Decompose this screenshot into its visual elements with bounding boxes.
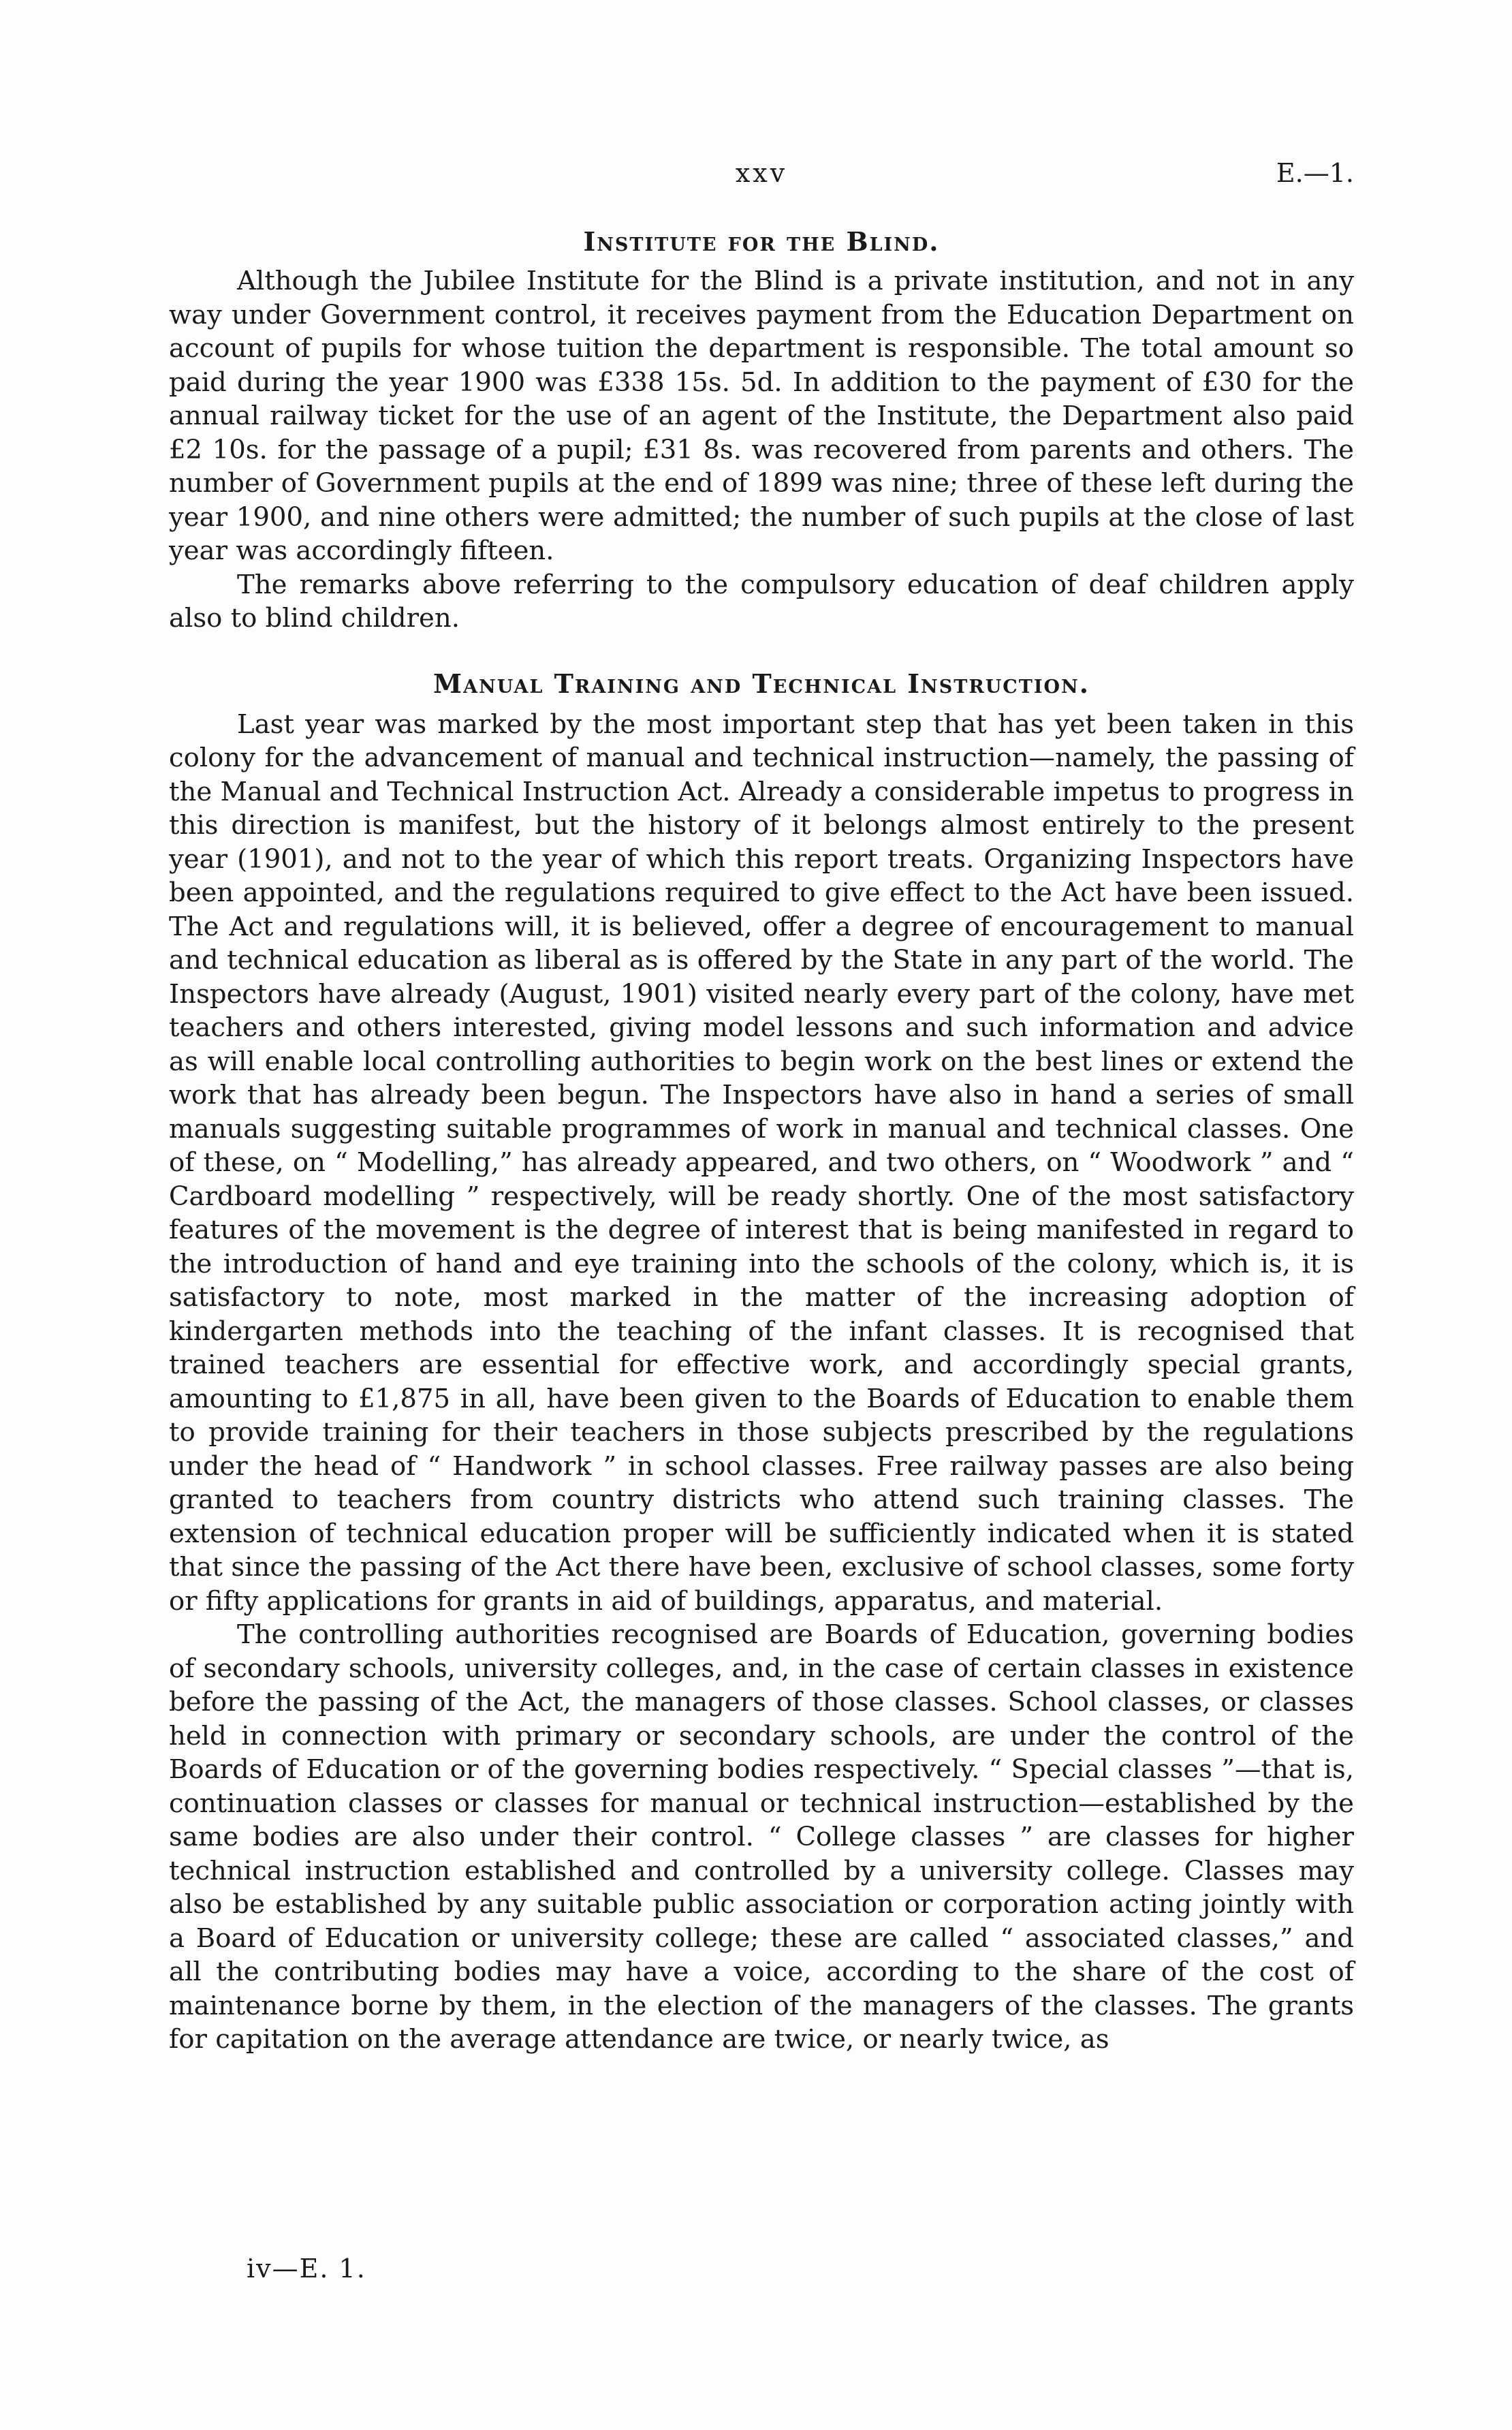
paper-code: E.—1.	[1276, 158, 1354, 188]
page-number: xxv	[735, 158, 788, 188]
paragraph-blind-compulsory-education: The remarks above referring to the compulsory education of deaf children apply also to blind children.	[169, 569, 1354, 634]
paragraph-controlling-authorities: The controlling authorities recognised are Boards of Education, governing bodies of secondary schools, university colleges, and, in the case of certain classes in existence before the passing of the Act, the managers of those classes. School classes, or classes held in connection with primary or secondary schools, are under the control of the Boards of Education or of the governing bodies respectively. “ Special classes ”—that is, continuation classes or classes for manual or technical instruction—established by the same bodies are also under their control. “ College classes ” are classes for higher technical instruction established and controlled by a university college. Classes may also be established by any suitable public association or corporation acting jointly with a Board of Education or university college; these are called “ associated classes,” and all the contributing bodies may have a voice, according to the share of the cost of maintenance borne by them, in the election of the managers of the classes. The grants for capitation on the average attendance are twice, or nearly twice, as	[169, 1619, 1354, 2055]
paragraph-manual-technical-act: Last year was marked by the most important step that has yet been taken in this colony for the advancement of manual and technical instruction—namely, the passing of the Manual and Technical Instruction Act. Already a considerable impetus to progress in this direction is manifest, but the history of it belongs almost entirely to the present year (1901), and not to the year of which this report treats. Organizing Inspectors have been appointed, and the regulations required to give effect to the Act have been issued. The Act and regulations will, it is believed, offer a degree of encouragement to manual and technical education as liberal as is offered by the State in any part of the world. The Inspectors have already (August, 1901) visited nearly every part of the colony, have met teachers and others interested, giving model lessons and such information and advice as will enable local controlling authorities to begin work on the best lines or extend the work that has already been begun. The Inspectors have also in hand a series of small manuals suggesting suitable programmes of work in manual and technical classes. One of these, on “ Modelling,” has already appeared, and two others, on “ Woodwork ” and “ Cardboard modelling ” respectively, will be ready shortly. One of the most satisfactory features of the movement is the degree of interest that is being manifested in regard to the introduction of hand and eye training into the schools of the colony, which is, it is satisfactory to note, most marked in the matter of the increasing adoption of kindergarten methods into the teaching of the infant classes. It is recognised that trained teachers are essential for effective work, and accordingly special grants, amounting to £1,875 in all, have been given to the Boards of Education to enable them to provide training for their teachers in those subjects prescribed by the regulations under the head of “ Handwork ” in school classes. Free railway passes are also being granted to teachers from country districts who attend such training classes. The extension of technical education proper will be sufficiently indicated when it is stated that since the passing of the Act there have been, exclusive of school classes, some forty or fifty applications for grants in aid of buildings, apparatus, and material.	[169, 708, 1354, 1617]
body-text	[169, 225, 1354, 2057]
running-header	[169, 158, 1354, 199]
printer-signature-mark: iv—E. 1.	[247, 2254, 366, 2284]
section-title-institute-for-the-blind: Institute for the Blind.	[583, 226, 940, 257]
section-title-manual-training: Manual Training and Technical Instruction.	[433, 668, 1090, 699]
paragraph-blind-institute-payments: Although the Jubilee Institute for the Blind is a private institution, and not in any way under Government control, it receives payment from the Education Department on account of pupils for whose tuition the department is responsible. The total amount so paid during the year 1900 was £338 15s. 5d. In addition to the payment of £30 for the annual railway ticket for the use of an agent of the Institute, the Department also paid £2 10s. for the passage of a pupil; £31 8s. was recovered from parents and others. The number of Government pupils at the end of 1899 was nine; three of these left during the year 1900, and nine others were admitted; the number of such pupils at the close of last year was accordingly fifteen.	[169, 266, 1354, 566]
